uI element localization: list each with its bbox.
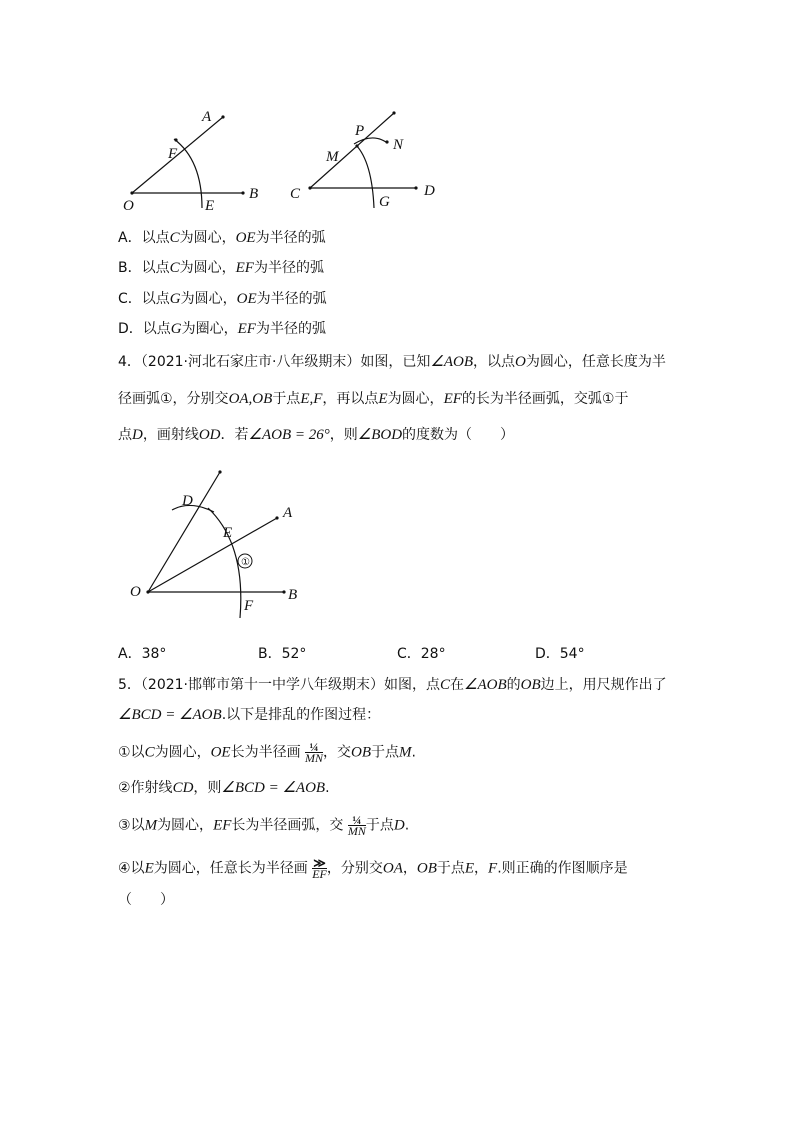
point-n-dot: [385, 140, 388, 143]
arc-mark: ¼: [352, 813, 362, 827]
question-text: 的: [506, 677, 521, 693]
option-text: 为圆心，: [180, 291, 237, 307]
arc-mark: ≫: [313, 856, 326, 870]
q5-line-1: [118, 675, 667, 695]
label-p: P: [355, 123, 365, 139]
point-b-dot: [241, 191, 244, 194]
step-text: 于点: [365, 817, 394, 834]
q5-answer-paren: （ ）: [118, 892, 174, 908]
option-text: 为圆心，: [179, 260, 236, 276]
option-text: 为半径的弧: [255, 321, 326, 337]
math-point: D: [393, 817, 405, 834]
label-m: M: [326, 149, 339, 165]
step-text: 长为半径画弧，交: [231, 817, 344, 834]
arc-mg: [356, 145, 374, 208]
label-b: B: [288, 587, 298, 603]
q3-option-a[interactable]: [118, 228, 326, 248]
option-text: 为半径的弧: [253, 260, 324, 276]
q4-option-b[interactable]: B．52°: [258, 646, 307, 662]
math-equation: ∠BCD = ∠AOB: [221, 780, 326, 796]
point-d-top-dot: [218, 470, 221, 473]
figure-2-angle: [120, 462, 320, 627]
ray-oa: [132, 117, 223, 193]
math-point: F: [488, 860, 498, 877]
question-text: 于点: [272, 391, 301, 407]
point-f-dot: [174, 138, 177, 141]
math-segment: OB: [416, 860, 437, 877]
question-text: ，则: [329, 427, 358, 443]
math-segment: OE: [235, 230, 256, 246]
q5-step-1: [118, 742, 416, 763]
math-point: C: [440, 677, 451, 693]
question-text: ，画射线: [142, 427, 199, 443]
math-angle: ∠AOB: [430, 354, 474, 370]
step-text: .则正确的作图顺序是: [497, 860, 628, 877]
arc-label: MN: [347, 824, 366, 838]
q4-option-a[interactable]: A．38°: [118, 646, 167, 662]
step-text: ，交: [323, 744, 352, 761]
point-top-dot: [392, 111, 395, 114]
step-text: 为圆心，: [154, 744, 211, 761]
math-segment: OB: [351, 744, 372, 761]
question-text: 的长为半径画弧，交弧①于: [461, 391, 629, 407]
option-text: B．以点: [118, 260, 170, 276]
math-segments: OA,OB: [228, 391, 273, 407]
math-angle: ∠BOD: [357, 427, 403, 443]
label-c: C: [290, 186, 301, 202]
step-text: ，: [402, 860, 417, 877]
option-text: C．以点: [118, 291, 170, 307]
q5-line-2: [118, 705, 380, 725]
math-point: M: [399, 744, 412, 761]
question-text: 径画弧①，分别交: [118, 391, 229, 407]
math-segment: OE: [236, 291, 257, 307]
point-d-dot: [414, 186, 417, 189]
step-text: 长为半径画: [230, 744, 301, 761]
question-text: 点: [118, 427, 132, 443]
math-equation: ∠BCD = ∠AOB: [118, 707, 222, 723]
arc-notation: [312, 858, 327, 879]
question-text: 为圆心，: [387, 391, 444, 407]
math-point: E: [144, 860, 154, 877]
point-m-dot: [355, 144, 358, 147]
option-text: A．以点: [118, 230, 170, 246]
option-text: 为半径的弧: [255, 230, 326, 246]
label-e: E: [223, 525, 233, 541]
question-text: 5．（2021·邯郸市第十一中学八年级期末）如图，点: [118, 677, 440, 693]
math-points: E,F: [300, 391, 323, 407]
step-text: ，: [474, 860, 489, 877]
point-a-dot: [275, 516, 278, 519]
figure-1-angles: [110, 100, 450, 215]
step-text: ，分别交: [326, 860, 383, 877]
label-f: F: [244, 598, 254, 614]
math-angle: ∠AOB: [464, 677, 507, 693]
math-ray: CD: [172, 780, 194, 796]
question-text: 为圆心，任意长度为半: [525, 354, 666, 370]
math-point: E: [464, 860, 475, 877]
step-text: .: [411, 744, 416, 761]
step-text: ④以: [118, 860, 145, 877]
label-o: O: [123, 198, 134, 214]
math-point: D: [132, 427, 143, 443]
step-text: ②作射线: [118, 780, 173, 796]
option-text: 为圆心，: [179, 230, 236, 246]
question-text: 在: [450, 677, 465, 693]
label-a: A: [283, 505, 293, 521]
question-text: 的度数为（ ）: [402, 427, 515, 443]
point-c-dot: [308, 186, 311, 189]
step-text: 为圆心，任意长为半径画: [153, 860, 308, 877]
q4-line-2: [118, 389, 628, 409]
arc-label: EF: [312, 867, 327, 881]
step-text: 为圆心，: [157, 817, 214, 834]
label-d: D: [182, 493, 193, 509]
q4-option-d[interactable]: D．54°: [535, 646, 585, 662]
math-equation: ∠AOB = 26°: [248, 427, 330, 443]
q4-option-c[interactable]: C．28°: [397, 646, 446, 662]
q5-step-3: [118, 815, 409, 836]
arc-fe: [174, 139, 202, 208]
label-e: E: [205, 198, 215, 214]
math-ray: OD: [198, 427, 221, 443]
math-point: M: [144, 817, 158, 834]
arc-notation: [305, 742, 323, 763]
math-point: C: [144, 744, 155, 761]
label-n: N: [393, 137, 404, 153]
q3-option-d[interactable]: [118, 319, 326, 339]
point-a-dot: [221, 115, 224, 118]
math-point: O: [515, 354, 526, 370]
arc-mark: ¼: [309, 740, 319, 754]
step-text: 于点: [436, 860, 465, 877]
math-segment: OB: [520, 677, 541, 693]
label-b: B: [249, 186, 259, 202]
math-point: E: [378, 391, 388, 407]
question-text: .以下是排乱的作图过程：: [221, 707, 381, 723]
label-g: G: [379, 194, 390, 210]
step-text: 于点: [371, 744, 400, 761]
math-point: G: [169, 291, 181, 307]
arc-label: MN: [305, 751, 324, 765]
q5-step-2: [118, 778, 330, 798]
question-text: ，以点: [473, 354, 516, 370]
question-text: 边上，用尺规作出了: [540, 677, 667, 693]
math-segment: EF: [235, 260, 254, 276]
q4-line-3: [118, 425, 514, 445]
arc-d: [172, 505, 214, 512]
point-o-dot: [146, 590, 149, 593]
label-a: A: [202, 109, 212, 125]
math-point: G: [170, 321, 182, 337]
math-point: C: [169, 260, 180, 276]
ray-c-up: [310, 113, 394, 188]
step-text: ，则: [193, 780, 222, 796]
label-circle-1: ①: [241, 557, 250, 568]
step-text: .: [325, 780, 330, 796]
point-o-dot: [130, 191, 133, 194]
ray-oa: [148, 518, 277, 592]
q4-line-1: [118, 352, 666, 372]
step-text: ③以: [118, 817, 145, 834]
option-text: 为半径的弧: [256, 291, 327, 307]
q3-option-b[interactable]: [118, 258, 324, 278]
point-b-dot: [282, 590, 285, 593]
q5-step-4: [118, 858, 628, 879]
math-segment: EF: [213, 817, 232, 834]
ray-od: [148, 472, 220, 592]
step-text: ①以: [118, 744, 145, 761]
question-text: 4．（2021·河北石家庄市·八年级期末）如图，已知: [118, 354, 431, 370]
label-o: O: [130, 584, 141, 600]
math-point: C: [169, 230, 180, 246]
q3-option-c[interactable]: [118, 289, 327, 309]
label-d: D: [424, 183, 435, 199]
question-text: ．若: [220, 427, 249, 443]
option-text: D．以点: [118, 321, 171, 337]
math-segment: OE: [210, 744, 231, 761]
math-segment: OA: [382, 860, 403, 877]
arc-notation: [348, 815, 366, 836]
option-text: 为圈心，: [181, 321, 238, 337]
question-text: ，再以点: [322, 391, 379, 407]
math-segment: EF: [443, 391, 462, 407]
math-segment: EF: [237, 321, 256, 337]
step-text: .: [404, 817, 410, 834]
label-f: F: [168, 146, 178, 162]
